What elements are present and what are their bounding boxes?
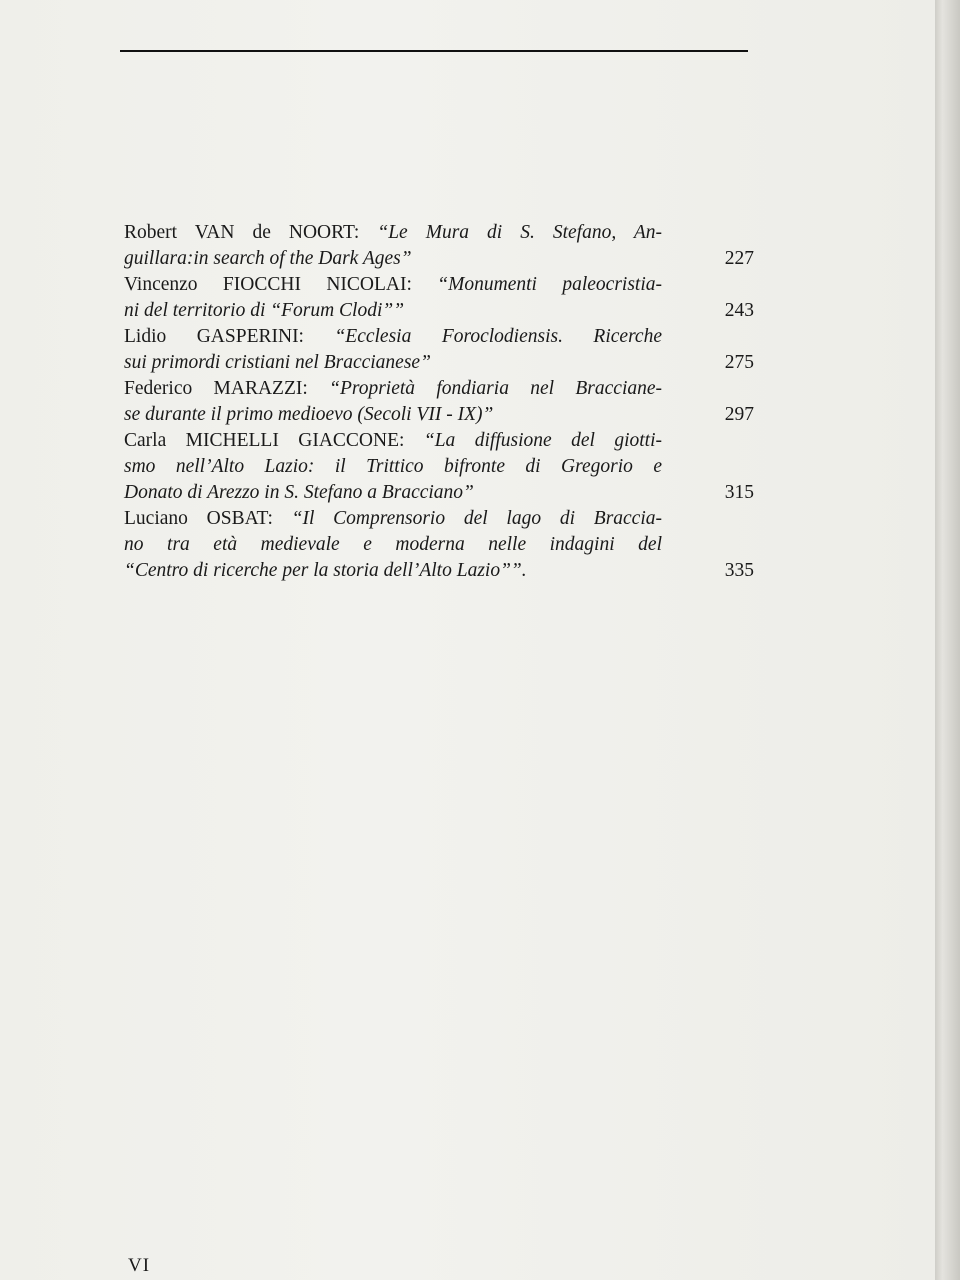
entry-author: Luciano OSBAT: bbox=[124, 508, 273, 529]
toc-entry bbox=[124, 324, 754, 376]
entry-author: Vincenzo FIOCCHI NICOLAI: bbox=[124, 274, 412, 295]
entry-title-line: Donato di Arezzo in S. Stefano a Bracciano” bbox=[124, 482, 474, 503]
entry-line bbox=[124, 376, 662, 402]
entry-page-number: 315 bbox=[724, 482, 754, 503]
entry-author: Robert VAN de NOORT: bbox=[124, 222, 360, 243]
table-of-contents bbox=[124, 220, 754, 584]
toc-entry bbox=[124, 506, 754, 584]
entry-author: Lidio GASPERINI: bbox=[124, 326, 304, 347]
entry-title-line: smo nell’Alto Lazio: il Trittico bifronte di Gregorio e bbox=[124, 456, 662, 477]
top-rule bbox=[120, 50, 748, 52]
entry-page-number: 297 bbox=[724, 404, 754, 425]
entry-title-line: “Proprietà fondiaria nel Bracciane- bbox=[329, 378, 663, 399]
page-edge bbox=[935, 0, 960, 1280]
entry-line bbox=[124, 428, 662, 454]
entry-page-number: 275 bbox=[724, 352, 754, 373]
entry-line bbox=[124, 220, 662, 246]
entry-line bbox=[124, 324, 662, 350]
entry-title-line: “Ecclesia Foroclodiensis. Ricerche bbox=[334, 326, 662, 347]
entry-title-line: “Centro di ricerche per la storia dell’Alto Lazio””. bbox=[124, 560, 527, 581]
entry-title-line: “La diffusione del giotti- bbox=[423, 430, 663, 451]
entry-page-number: 335 bbox=[724, 560, 754, 581]
toc-entry bbox=[124, 220, 754, 272]
page-number: VI bbox=[128, 1255, 151, 1276]
entry-title-line: se durante il primo medioevo (Secoli VII - IX)” bbox=[124, 404, 494, 425]
entry-title-line: sui primordi cristiani nel Braccianese” bbox=[124, 352, 431, 373]
toc-entry bbox=[124, 428, 754, 506]
entry-author: Carla MICHELLI GIACCONE: bbox=[124, 430, 405, 451]
entry-page-number: 227 bbox=[724, 248, 754, 269]
entry-title-line: “Le Mura di S. Stefano, An- bbox=[377, 222, 663, 243]
entry-title-line: guillara:in search of the Dark Ages” bbox=[124, 248, 412, 269]
entry-page-number: 243 bbox=[724, 300, 754, 321]
entry-title-line: “Il Comprensorio del lago di Braccia- bbox=[291, 508, 662, 529]
entry-title-line: “Monumenti paleocristia- bbox=[437, 274, 662, 295]
entry-line bbox=[124, 506, 662, 532]
entry-title-line: ni del territorio di “Forum Clodi”” bbox=[124, 300, 405, 321]
entry-author: Federico MARAZZI: bbox=[124, 378, 308, 399]
entry-title-line: no tra età medievale e moderna nelle indagini del bbox=[124, 534, 662, 555]
toc-entry bbox=[124, 272, 754, 324]
entry-line bbox=[124, 272, 662, 298]
toc-entry bbox=[124, 376, 754, 428]
